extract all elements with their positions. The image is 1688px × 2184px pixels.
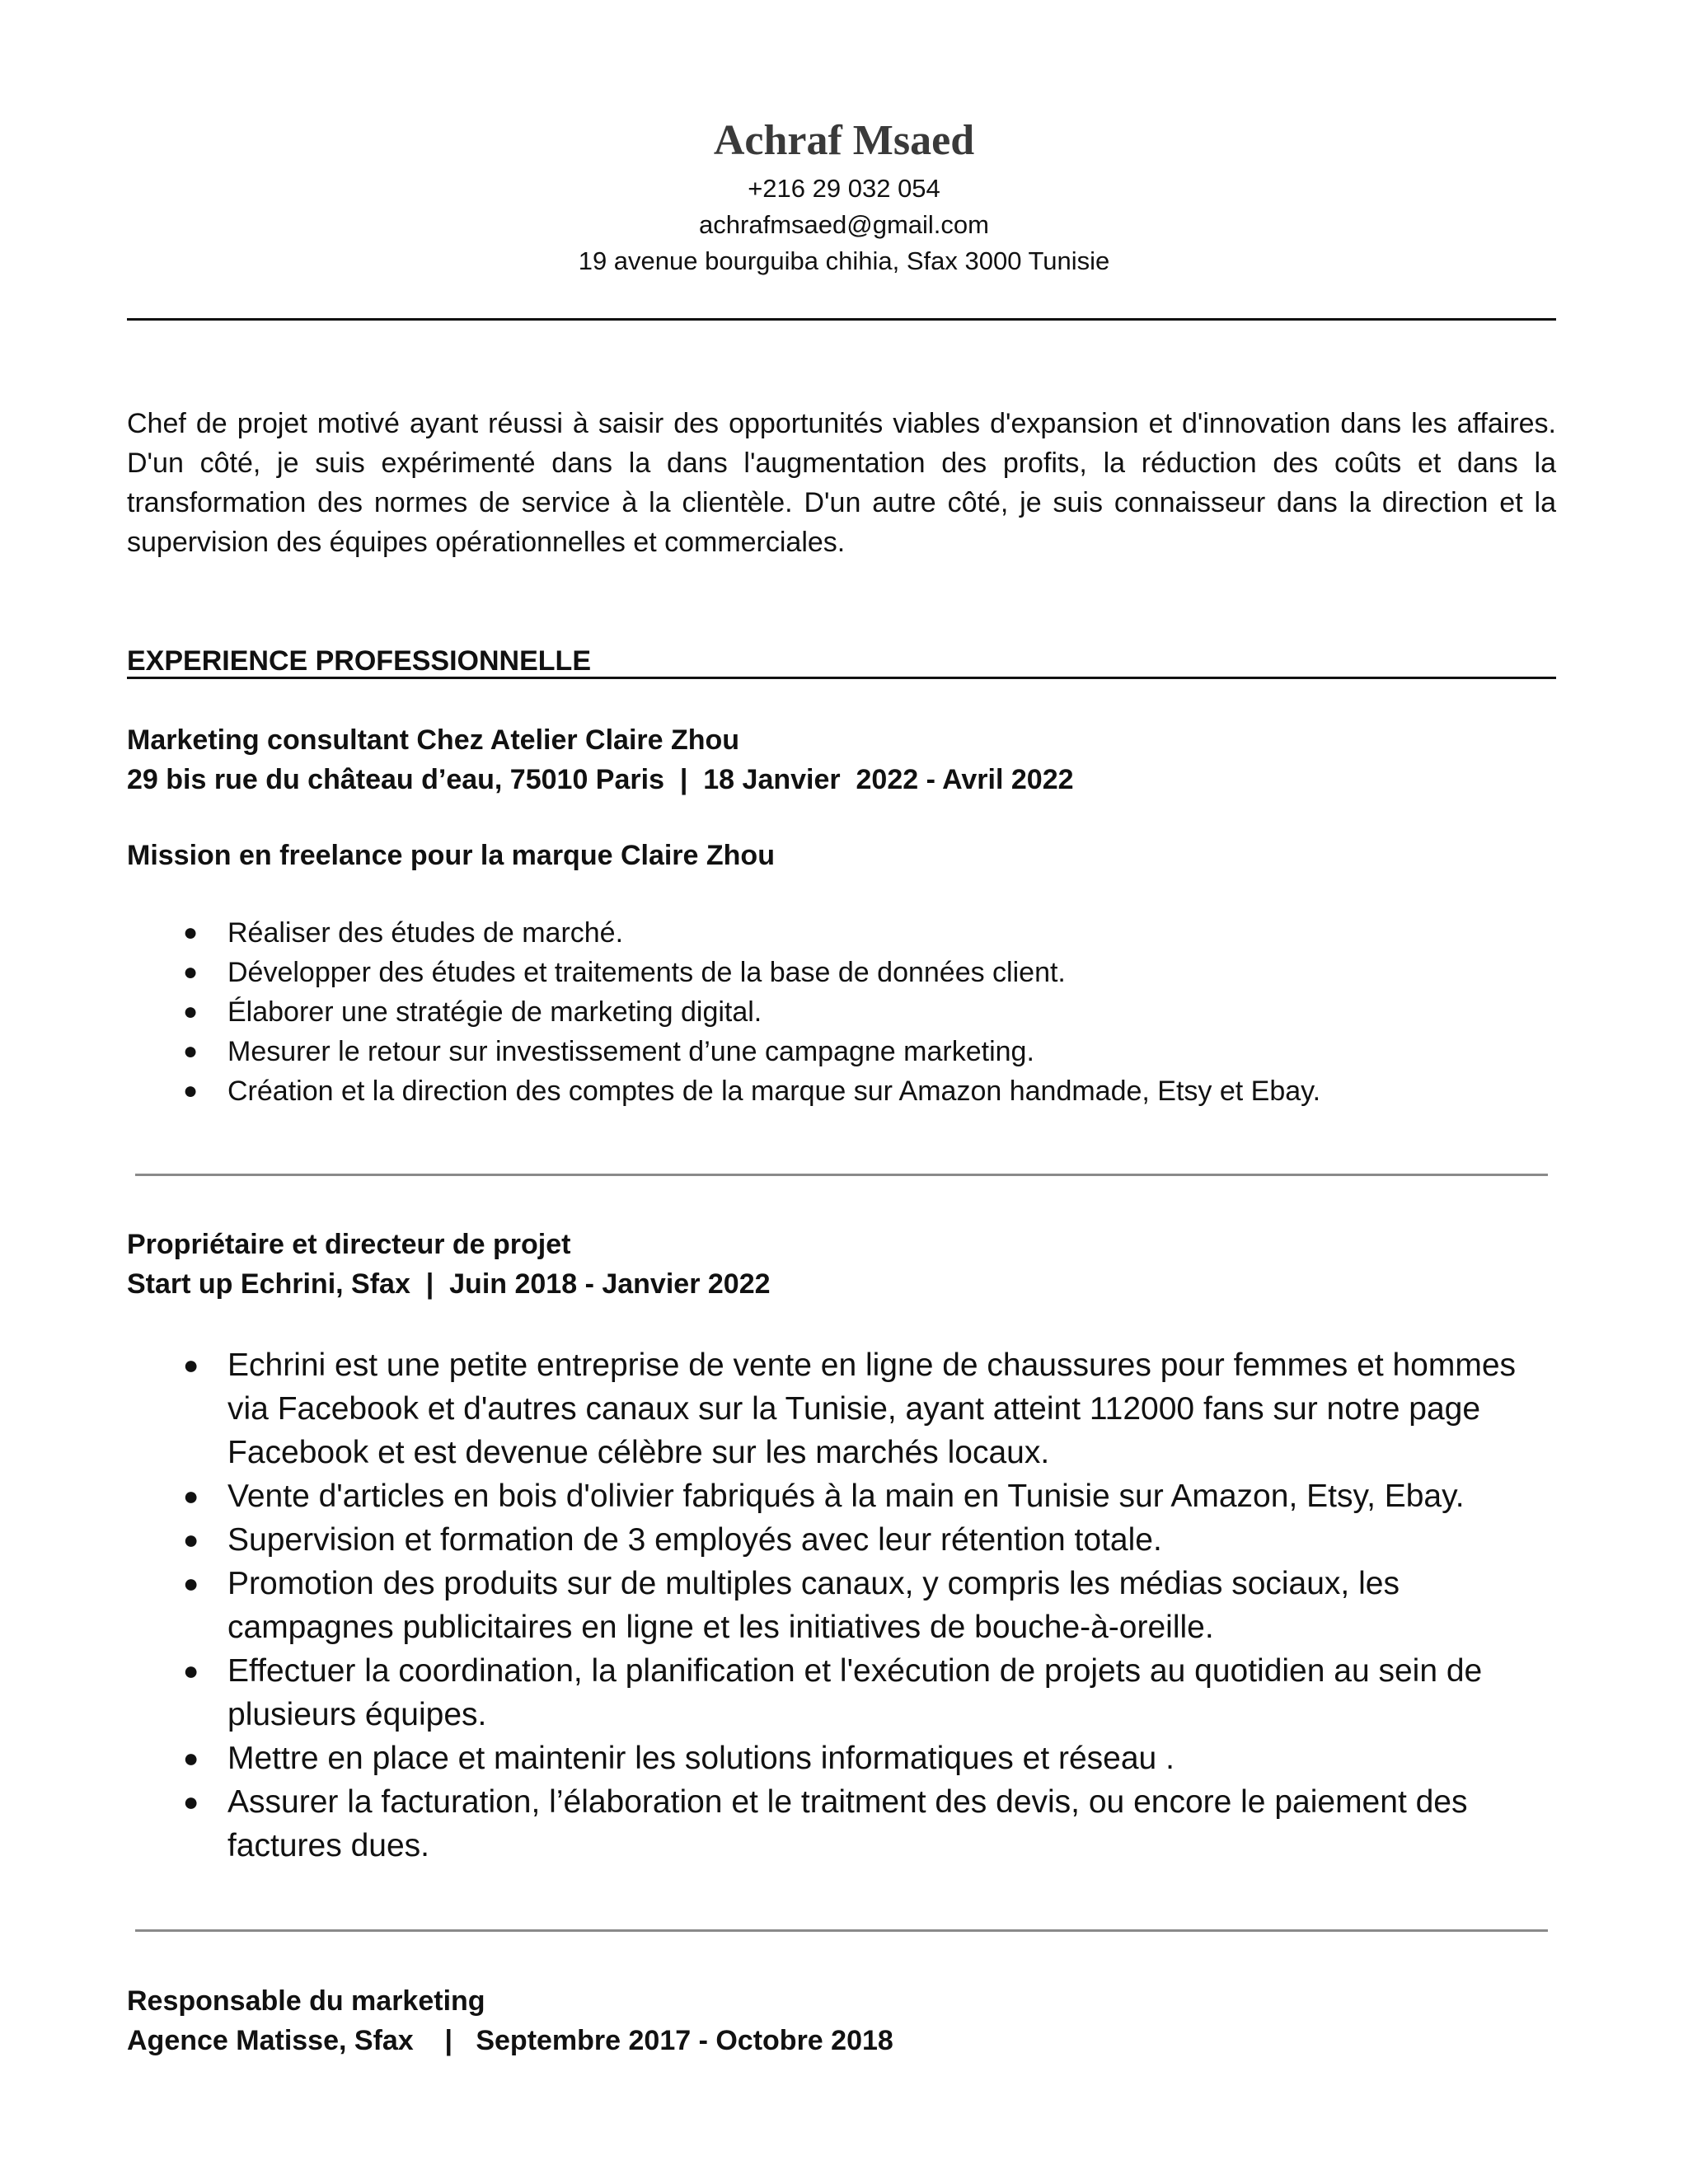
list-item: ● Mettre en place et maintenir les solutions informatiques et réseau .	[127, 1736, 1556, 1780]
bullet-icon: ●	[183, 958, 199, 986]
profile-summary: Chef de projet motivé ayant réussi à saisir des opportunités viables d'expansion et d'innovation dans les affaires. D'un côté, je suis expérimenté dans la dans l'augmentation des profits, la réduction des coûts et dans la transformation des normes de service à la clientèle. D'un autre côté, je suis connaisseur dans la direction et la supervision des équipes opérationnelles et commerciales.	[127, 408, 1556, 558]
list-item: ● Réaliser des études de marché.	[127, 913, 1556, 953]
postal-address: 19 avenue bourguiba chihia, Sfax 3000 Tunisie	[578, 246, 1110, 275]
candidate-name: Achraf Msaed	[713, 117, 975, 164]
list-item: ● Assurer la facturation, l’élaboration et le traitment des devis, ou encore le paiement des factures dues.	[127, 1780, 1556, 1868]
job-2-bullet-list	[127, 1343, 1556, 1868]
list-item: ● Développer des études et traitements de la base de données client.	[127, 953, 1556, 992]
job-1-mission: Mission en freelance pour la marque Claire Zhou	[127, 840, 775, 871]
job-3-meta: Agence Matisse, Sfax | Septembre 2017 - Octobre 2018	[127, 2025, 893, 2056]
job-1-meta: 29 bis rue du château d’eau, 75010 Paris | 18 Janvier 2022 - Avril 2022	[127, 764, 1074, 795]
email-address: achrafmsaed@gmail.com	[699, 210, 989, 239]
bullet-icon: ●	[183, 1787, 199, 1816]
job-1-bullet-list	[127, 913, 1556, 1111]
list-item: ● Vente d'articles en bois d'olivier fabriqués à la main en Tunisie sur Amazon, Etsy, Ebay.	[127, 1474, 1556, 1518]
list-item: ● Supervision et formation de 3 employés avec leur rétention totale.	[127, 1518, 1556, 1562]
list-item: ● Promotion des produits sur de multiples canaux, y compris les médias sociaux, les campagnes publicitaires en ligne et les initiatives de bouche-à-oreille.	[127, 1562, 1556, 1649]
bullet-icon: ●	[183, 1038, 199, 1065]
bullet-icon: ●	[183, 1350, 199, 1380]
job-divider-2	[135, 1929, 1548, 1932]
bullet-icon: ●	[183, 1743, 199, 1773]
bullet-icon: ●	[183, 1525, 199, 1554]
experience-section-divider	[127, 677, 1556, 679]
job-1-title: Marketing consultant Chez Atelier Claire Zhou	[127, 724, 740, 756]
list-item: ● Mesurer le retour sur investissement d’une campagne marketing.	[127, 1032, 1556, 1071]
list-item: ● Création et la direction des comptes de la marque sur Amazon handmade, Etsy et Ebay.	[127, 1071, 1556, 1111]
job-2-title: Propriétaire et directeur de projet	[127, 1229, 571, 1260]
bullet-icon: ●	[183, 1077, 199, 1104]
header-divider	[127, 318, 1556, 321]
bullet-icon: ●	[183, 1568, 199, 1598]
job-2-meta: Start up Echrini, Sfax | Juin 2018 - Janvier 2022	[127, 1268, 771, 1300]
list-item: ● Élaborer une stratégie de marketing digital.	[127, 992, 1556, 1032]
bullet-icon: ●	[183, 998, 199, 1025]
list-item: ● Echrini est une petite entreprise de vente en ligne de chaussures pour femmes et hommes via Facebook et d'autres canaux sur la Tunisie, ayant atteint 112000 fans sur notre page Facebook et est devenue célèbre sur les marchés locaux.	[127, 1343, 1556, 1474]
list-item: ● Effectuer la coordination, la planification et l'exécution de projets au quotidien au sein de plusieurs équipes.	[127, 1649, 1556, 1736]
job-3-title: Responsable du marketing	[127, 1985, 485, 2017]
experience-section-title: EXPERIENCE PROFESSIONNELLE	[127, 645, 591, 677]
job-divider-1	[135, 1174, 1548, 1176]
bullet-icon: ●	[183, 1481, 199, 1511]
phone-number: +216 29 032 054	[748, 174, 940, 203]
bullet-icon: ●	[183, 919, 199, 946]
bullet-icon: ●	[183, 1656, 199, 1685]
